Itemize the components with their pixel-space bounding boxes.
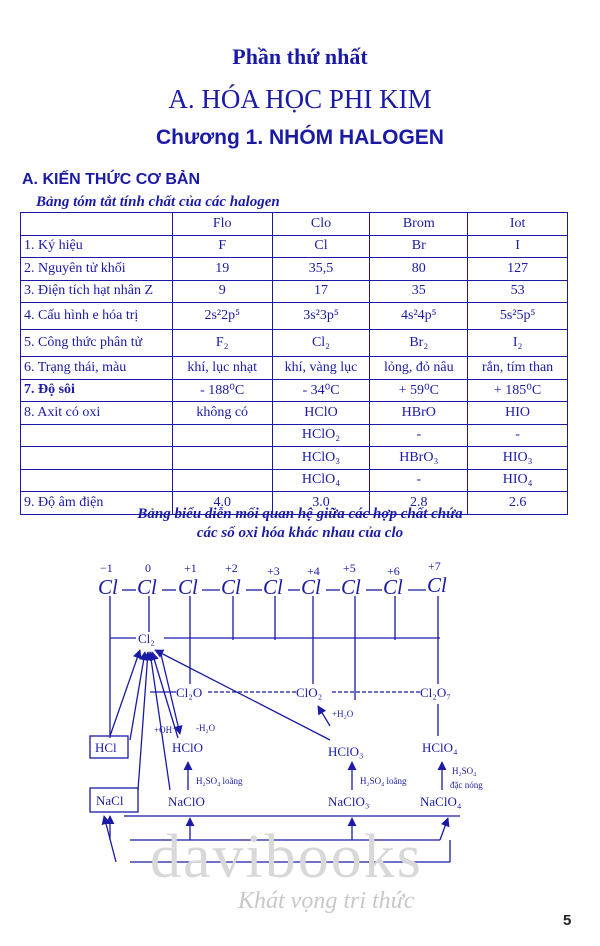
table-cell: + 185⁰C <box>468 379 568 402</box>
naclo-label: NaClO <box>168 794 205 809</box>
table-cell: + 59⁰C <box>370 379 468 402</box>
table-cell: 127 <box>468 258 568 281</box>
table-cell: HClO₂ <box>272 424 370 447</box>
ox-state: +5 <box>343 561 356 575</box>
table-cell: F₂ <box>172 330 272 357</box>
table-cell: 5s²5p⁵ <box>468 303 568 330</box>
table-cell: 53 <box>468 280 568 303</box>
cl-symbol: Cl <box>263 575 283 599</box>
hclo-label: HClO <box>172 740 204 755</box>
table-cell: I <box>468 235 568 258</box>
table-cell: HBrO <box>370 402 468 425</box>
table-cell: 80 <box>370 258 468 281</box>
h2so4-loang-label-2: H₂SO₄ loãng <box>360 776 407 786</box>
row-label: 9. Độ âm điện <box>21 492 173 515</box>
column-header: Iot <box>468 213 568 236</box>
table-cell: khí, lục nhạt <box>172 357 272 380</box>
minus-h2o-label: -H₂O <box>196 723 216 733</box>
table-cell: 2.6 <box>468 492 568 515</box>
part-title: Phần thứ nhất <box>232 44 368 69</box>
h2o-label: +H₂O <box>332 709 354 719</box>
clo2-label: ClO₂ <box>296 685 323 700</box>
diagram-caption-line1: Bảng biểu diễn mối quan hệ giữa các hợp chất chứa <box>137 506 463 522</box>
table-cell: HIO₃ <box>468 447 568 470</box>
naclo3-label: NaClO₃ <box>328 794 370 809</box>
table-cell: - 188⁰C <box>172 379 272 402</box>
table-cell: Cl₂ <box>272 330 370 357</box>
hclo4-label: HClO₄ <box>422 740 458 755</box>
row-label: 1. Ký hiệu <box>21 235 173 258</box>
hclo3-label: HClO₃ <box>328 744 364 759</box>
table-cell: khí, vàng lục <box>272 357 370 380</box>
table-cell: Br₂ <box>370 330 468 357</box>
table-cell: 4.0 <box>172 492 272 515</box>
h2so4-loang-label-1: H₂SO₄ loãng <box>196 776 243 786</box>
ox-state: +4 <box>307 564 320 578</box>
table-cell: - <box>370 469 468 492</box>
watermark-brand: davibooks <box>150 823 423 891</box>
table-cell: 3s²3p⁵ <box>272 303 370 330</box>
diagram-caption-line2: các số oxi hóa khác nhau của clo <box>196 525 404 541</box>
chapter-title: Chương 1. NHÓM HALOGEN <box>156 126 444 149</box>
cl-symbol: Cl <box>301 575 321 599</box>
h2so4-label: H₂SO₄ <box>452 766 477 776</box>
section-heading: A. KIẾN THỨC CƠ BẢN <box>22 171 201 188</box>
table-cell: lỏng, đỏ nâu <box>370 357 468 380</box>
hcl-label: HCl <box>95 740 117 755</box>
table-cell: - <box>370 424 468 447</box>
table-cell: F <box>172 235 272 258</box>
main-title: A. HÓA HỌC PHI KIM <box>168 84 432 114</box>
row-label: 7. Độ sôi <box>21 379 173 402</box>
cl-symbol: Cl <box>383 575 403 599</box>
table-cell: 35 <box>370 280 468 303</box>
cl2o-label: Cl₂O <box>176 685 203 700</box>
ox-state: −1 <box>100 561 113 575</box>
row-label: 8. Axit có oxi <box>21 402 173 425</box>
table-cell: HClO <box>272 402 370 425</box>
row-label: 3. Điện tích hạt nhân Z <box>21 280 173 303</box>
table-cell: rắn, tím than <box>468 357 568 380</box>
cl-symbol: Cl <box>341 575 361 599</box>
table-caption: Bảng tóm tắt tính chất của các halogen <box>36 194 280 210</box>
row-label: 6. Trạng thái, màu <box>21 357 173 380</box>
column-header: Brom <box>370 213 468 236</box>
cl-symbol: Cl <box>178 575 198 599</box>
table-cell: 9 <box>172 280 272 303</box>
cl2-label: Cl₂ <box>138 631 155 646</box>
cl-symbol: Cl <box>137 575 157 599</box>
table-cell: Cl <box>272 235 370 258</box>
table-cell: 2.8 <box>370 492 468 515</box>
watermark-slogan: Khát vọng tri thức <box>238 888 415 914</box>
cl-symbol: Cl <box>427 573 447 597</box>
cl-symbol: Cl <box>98 575 118 599</box>
table-cell: HClO₄ <box>272 469 370 492</box>
table-cell: HClO₃ <box>272 447 370 470</box>
table-cell: 19 <box>172 258 272 281</box>
table-cell: HBrO₃ <box>370 447 468 470</box>
ox-state: +3 <box>267 564 280 578</box>
column-header: Flo <box>172 213 272 236</box>
ox-state: +2 <box>225 561 238 575</box>
cl-symbol: Cl <box>221 575 241 599</box>
ox-state: +1 <box>184 561 197 575</box>
table-cell: 3.0 <box>272 492 370 515</box>
table-cell: không có <box>172 402 272 425</box>
naclo4-label: NaClO₄ <box>420 794 462 809</box>
table-cell: - 34⁰C <box>272 379 370 402</box>
nacl-label: NaCl <box>96 793 124 808</box>
cl2o7-label: Cl₂O₇ <box>420 685 451 700</box>
table-cell: 2s²2p⁵ <box>172 303 272 330</box>
row-label: 5. Công thức phân tử <box>21 330 173 357</box>
table-cell: HIO₄ <box>468 469 568 492</box>
table-cell: 17 <box>272 280 370 303</box>
ox-state: +7 <box>428 559 441 573</box>
table-cell: - <box>468 424 568 447</box>
table-cell: I₂ <box>468 330 568 357</box>
oh-label: +OH⁻ <box>154 725 177 735</box>
dac-nong-label: đặc nóng <box>450 780 483 790</box>
row-label: 4. Cấu hình e hóa trị <box>21 303 173 330</box>
ox-state: 0 <box>145 561 151 575</box>
page-number: 5 <box>563 912 572 929</box>
table-cell: 4s²4p⁵ <box>370 303 468 330</box>
ox-state: +6 <box>387 564 400 578</box>
table-cell: Br <box>370 235 468 258</box>
column-header: Clo <box>272 213 370 236</box>
row-label: 2. Nguyên tử khối <box>21 258 173 281</box>
table-cell: 35,5 <box>272 258 370 281</box>
table-cell: HIO <box>468 402 568 425</box>
